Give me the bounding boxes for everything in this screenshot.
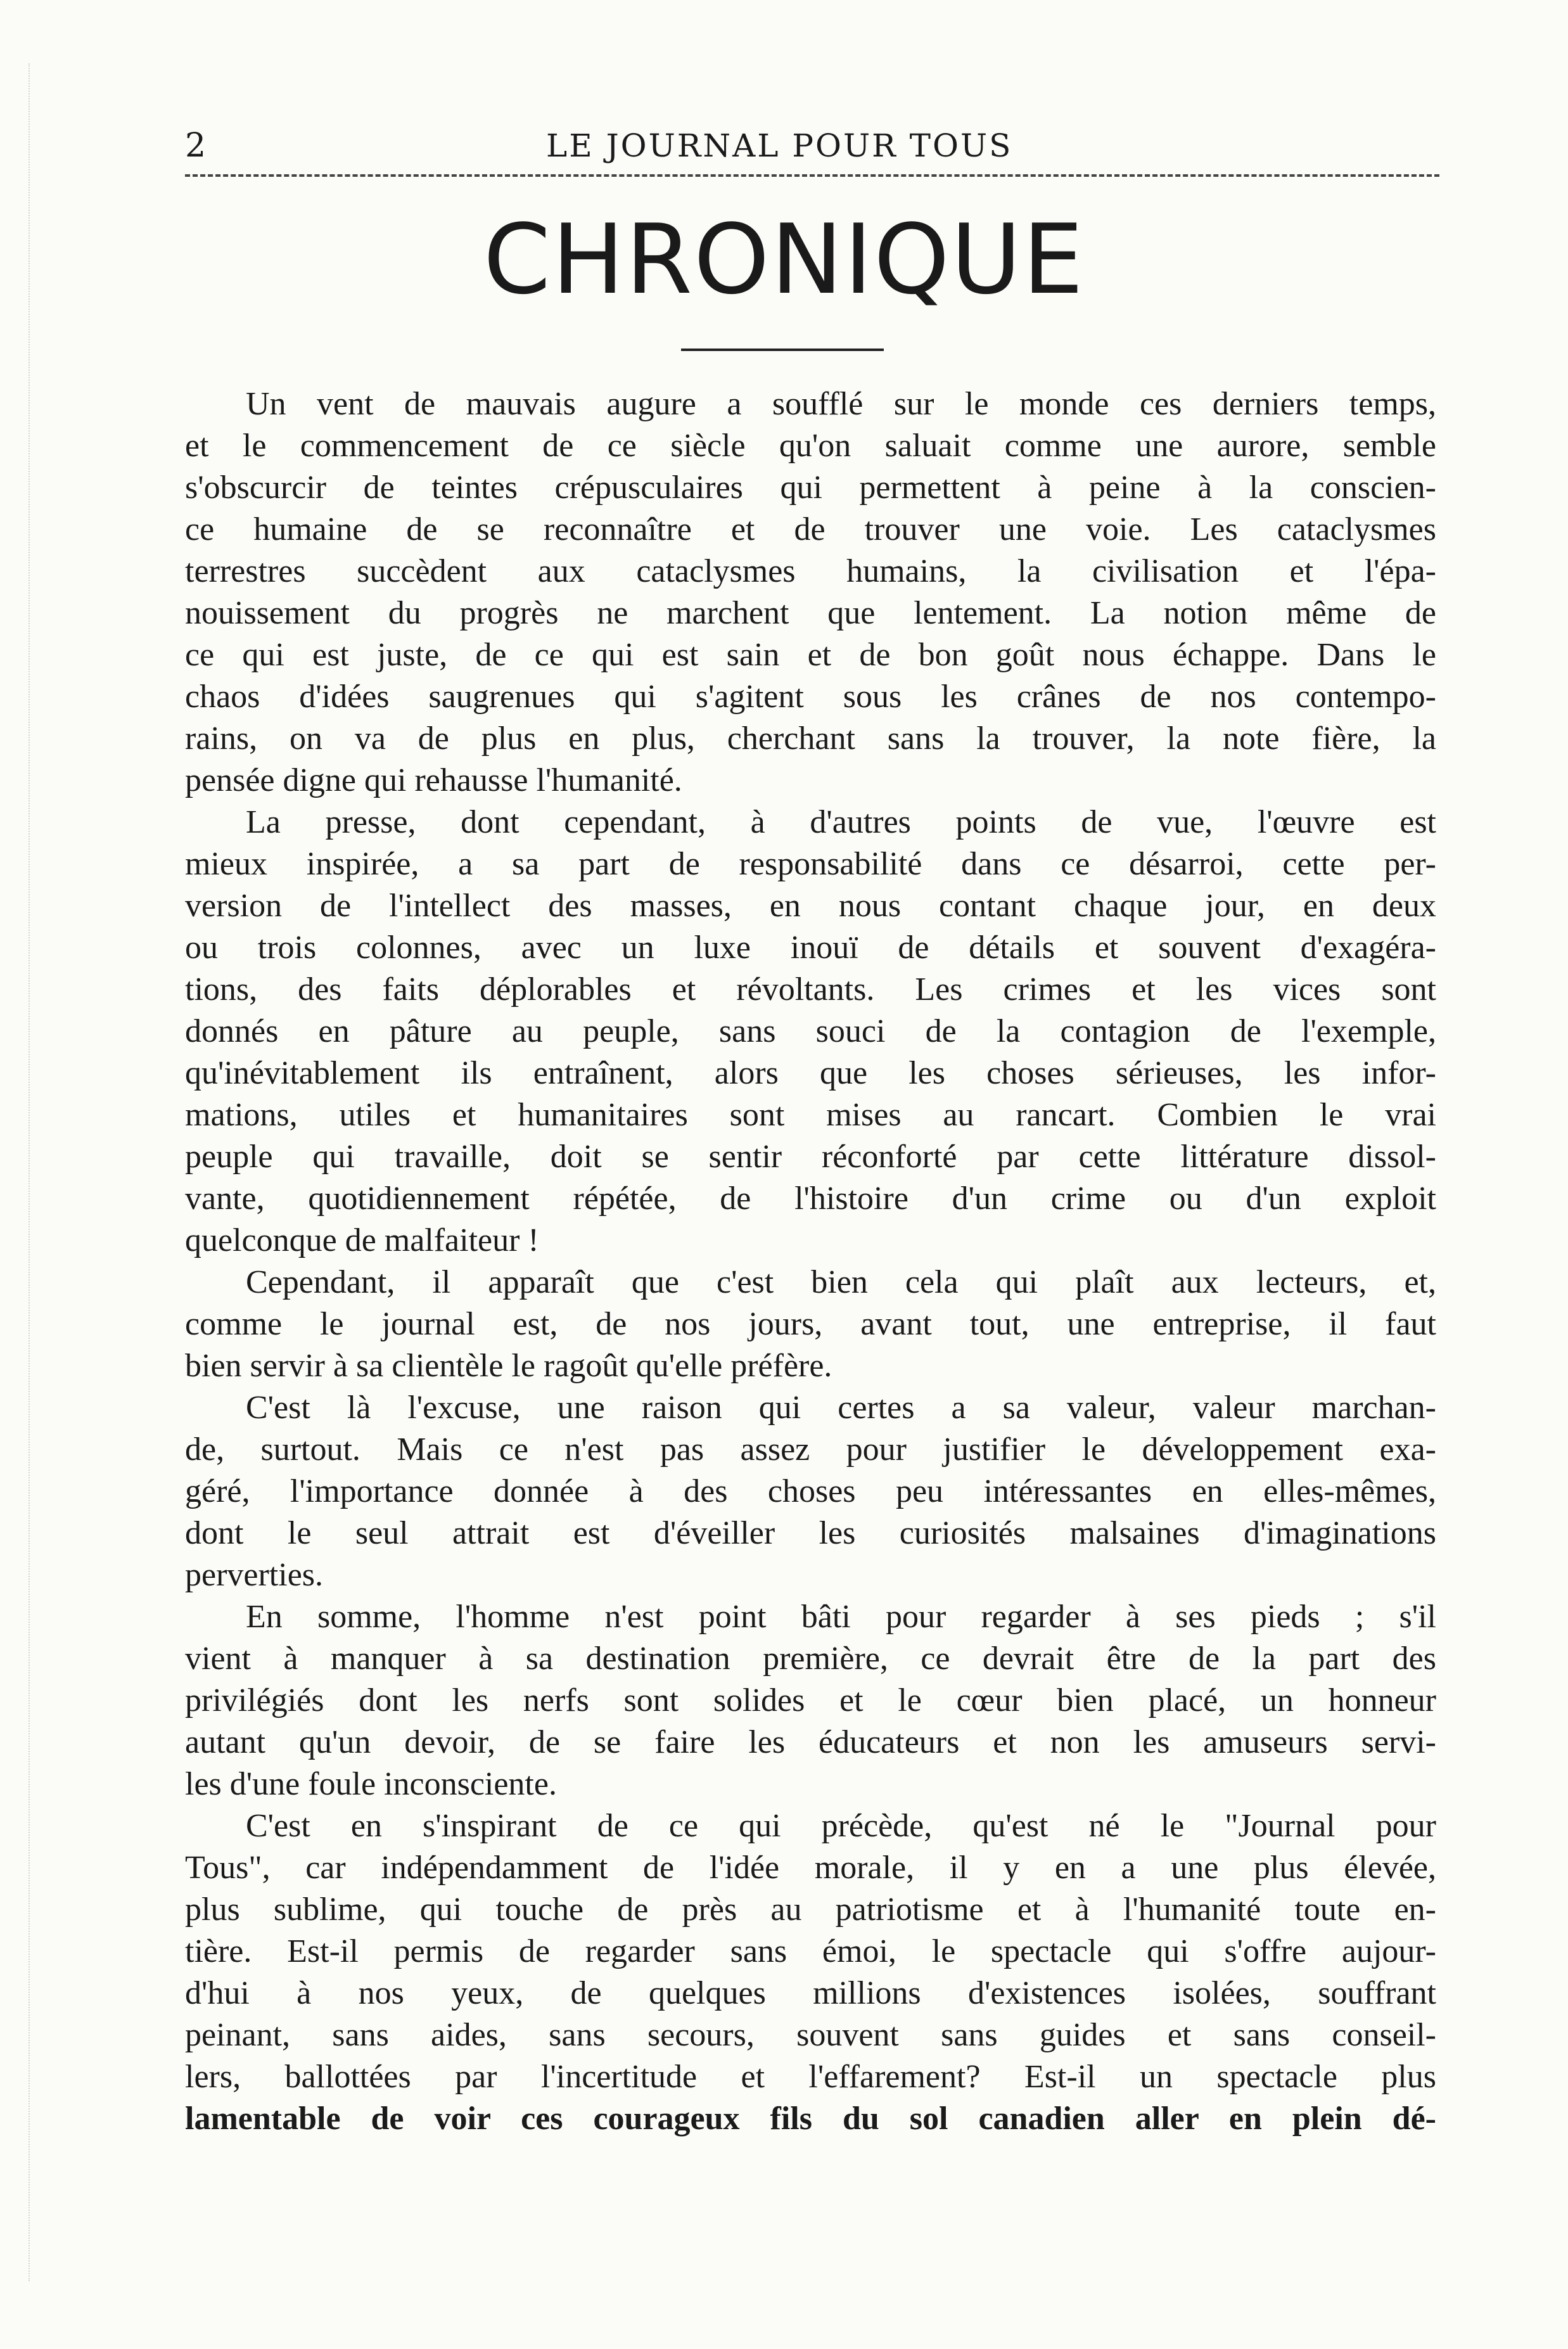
text-line: Un vent de mauvais augure a soufflé sur le monde ces derniers temps, <box>246 386 1436 422</box>
scan-margin-marks <box>29 63 55 2281</box>
text-line: donnés en pâture au peuple, sans souci de la contagion de l'exemple, <box>185 1013 1436 1049</box>
text-line: ou trois colonnes, avec un luxe inouï de détails et souvent d'exagéra- <box>185 930 1436 966</box>
running-head: LE JOURNAL POUR TOUS <box>546 127 1013 164</box>
text-line: ce humaine de se reconnaître et de trouver une voie. Les cataclysmes <box>185 511 1436 547</box>
text-line: version de l'intellect des masses, en nous contant chaque jour, en deux <box>185 888 1436 924</box>
page-title: CHRONIQUE <box>483 203 1085 316</box>
text-line: de, surtout. Mais ce n'est pas assez pour justifier le développement exa- <box>185 1431 1436 1468</box>
text-line: terrestres succèdent aux cataclysmes humains, la civilisation et l'épa- <box>185 553 1436 589</box>
text-line: vient à manquer à sa destination première, ce devrait être de la part des <box>185 1641 1436 1677</box>
text-line: comme le journal est, de nos jours, avant tout, une entreprise, il faut <box>185 1306 1436 1342</box>
text-line: La presse, dont cependant, à d'autres points de vue, l'œuvre est <box>246 804 1436 840</box>
text-line: lamentable de voir ces courageux fils du sol canadien aller en plein dé- <box>185 2101 1436 2137</box>
text-line: mieux inspirée, a sa part de responsabilité dans ce désarroi, cette per- <box>185 846 1436 882</box>
article-body <box>185 383 1436 2140</box>
text-line: tions, des faits déplorables et révoltants. Les crimes et les vices sont <box>185 971 1436 1008</box>
text-line: mations, utiles et humanitaires sont mises au rancart. Combien le vrai <box>185 1097 1436 1133</box>
text-line: ce qui est juste, de ce qui est sain et de bon goût nous échappe. Dans le <box>185 637 1436 673</box>
text-line: et le commencement de ce siècle qu'on saluait comme une aurore, semble <box>185 428 1436 464</box>
text-line: quelconque de malfaiteur ! <box>185 1222 539 1258</box>
text-line: lers, ballottées par l'incertitude et l'effarement? Est-il un spectacle plus <box>185 2059 1436 2095</box>
text-line: les d'une foule inconsciente. <box>185 1766 557 1802</box>
text-line: d'hui à nos yeux, de quelques millions d'existences isolées, souffrant <box>185 1975 1436 2011</box>
text-line: rains, on va de plus en plus, cherchant sans la trouver, la note fière, la <box>185 720 1436 757</box>
text-line: privilégiés dont les nerfs sont solides et le cœur bien placé, un honneur <box>185 1682 1436 1719</box>
text-line: peuple qui travaille, doit se sentir réconforté par cette littérature dissol- <box>185 1139 1436 1175</box>
text-line: Cependant, il apparaît que c'est bien cela qui plaît aux lecteurs, et, <box>246 1264 1436 1300</box>
title-underline <box>681 349 884 351</box>
text-line: perverties. <box>185 1557 324 1593</box>
text-line: autant qu'un devoir, de se faire les éducateurs et non les amuseurs servi- <box>185 1724 1436 1760</box>
header-divider <box>185 174 1439 177</box>
text-line: bien servir à sa clientèle le ragoût qu'elle préfère. <box>185 1348 832 1384</box>
text-line: C'est en s'inspirant de ce qui précède, qu'est né le "Journal pour <box>246 1808 1436 1844</box>
text-line: dont le seul attrait est d'éveiller les curiosités malsaines d'imaginations <box>185 1515 1436 1551</box>
text-line: C'est là l'excuse, une raison qui certes a sa valeur, valeur marchan- <box>246 1390 1436 1426</box>
text-line: nouissement du progrès ne marchent que lentement. La notion même de <box>185 595 1436 631</box>
text-line: qu'inévitablement ils entraînent, alors que les choses sérieuses, les infor- <box>185 1055 1436 1091</box>
text-line: tière. Est-il permis de regarder sans émoi, le spectacle qui s'offre aujour- <box>185 1933 1436 1969</box>
text-line: vante, quotidiennement répétée, de l'histoire d'un crime ou d'un exploit <box>185 1181 1436 1217</box>
text-line: géré, l'importance donnée à des choses peu intéressantes en elles-mêmes, <box>185 1473 1436 1509</box>
text-line: Tous", car indépendamment de l'idée morale, il y en a une plus élevée, <box>185 1850 1436 1886</box>
text-line: En somme, l'homme n'est point bâti pour regarder à ses pieds ; s'il <box>246 1599 1436 1635</box>
text-line: chaos d'idées saugrenues qui s'agitent sous les crânes de nos contempo- <box>185 679 1436 715</box>
text-line: plus sublime, qui touche de près au patriotisme et à l'humanité toute en- <box>185 1891 1436 1928</box>
text-line: pensée digne qui rehausse l'humanité. <box>185 762 682 798</box>
text-line: s'obscurcir de teintes crépusculaires qui permettent à peine à la conscien- <box>185 470 1436 506</box>
page-number: 2 <box>185 127 207 165</box>
page-header <box>185 124 1439 168</box>
text-line: peinant, sans aides, sans secours, souvent sans guides et sans conseil- <box>185 2017 1436 2053</box>
